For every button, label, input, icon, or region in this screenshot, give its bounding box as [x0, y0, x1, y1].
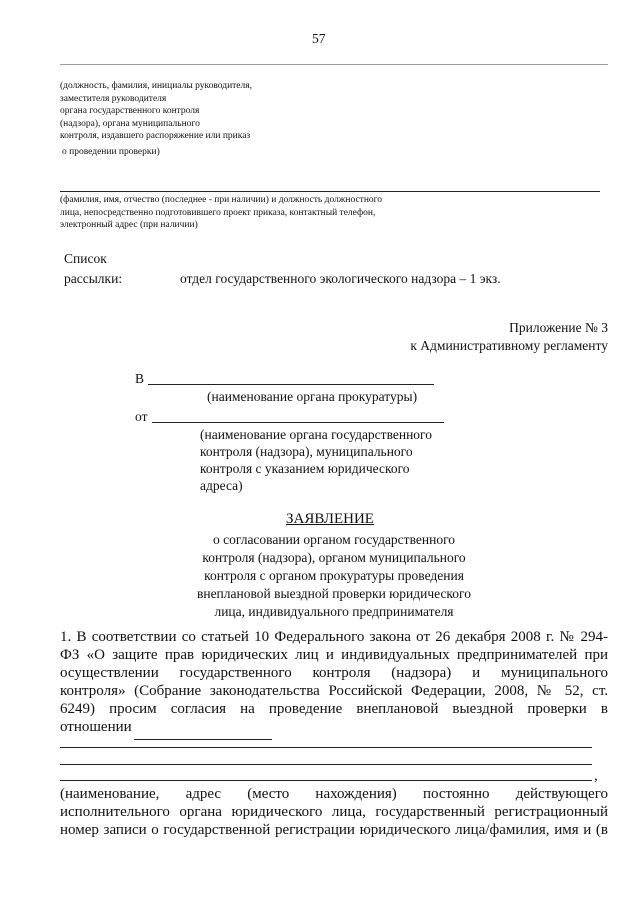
body-last-text: отношении [60, 719, 132, 735]
preparer-line: электронный адрес (при наличии) [60, 220, 198, 230]
to-caption: (наименование органа прокуратуры) [207, 389, 418, 404]
from-caption-line: адреса) [200, 478, 243, 493]
mailing-value: отдел государственного экологического надзора – 1 экз. [180, 271, 501, 286]
statement-subtitle [0, 531, 640, 621]
statement-subtitle-line: лица, индивидуального предпринимателя [214, 604, 454, 619]
preparer-line: (фамилия, имя, отчество (последнее - при наличии) и должность должностного [60, 195, 383, 205]
from-label: от [135, 409, 148, 424]
official-line: заместителя руководителя [60, 93, 167, 104]
body-line: контроля» (Собрание законодательства Российской Федерации, 2008, № 52, ст. [60, 683, 608, 699]
from-caption [200, 426, 432, 494]
body-paragraph-1 [60, 628, 608, 736]
relation-rule [134, 739, 272, 740]
page-number: 57 [312, 31, 326, 46]
preparer-caption [60, 194, 382, 232]
statement-subtitle-line: внеплановой выездной проверки юридического [196, 586, 472, 601]
statement-title: ЗАЯВЛЕНИЕ [286, 511, 374, 527]
to-rule [148, 384, 434, 385]
body-line: исполнительного органа юридического лица, государственный регистрационный [60, 804, 608, 820]
appendix-line-1: Приложение № 3 [509, 320, 608, 335]
to-label: В [135, 371, 145, 386]
preparer-rule [60, 191, 600, 192]
from-rule [152, 422, 444, 423]
preparer-line: лица, непосредственно подготовившего проект приказа, контактный телефон, [60, 207, 376, 218]
body-line: (наименование, адрес (место нахождения) постоянно действующего [60, 786, 608, 802]
body-line: осуществлении государственного контроля (надзора) и муниципального [60, 665, 608, 681]
official-line: (надзора), органа муниципального [60, 118, 200, 129]
official-line: о проведении проверки) [62, 146, 160, 157]
statement-subtitle-line: контроля (надзора), органом муниципального [202, 550, 466, 565]
body-paragraph-2 [60, 785, 608, 839]
body-line: 6249) просим согласия на проведение внеплановой выездной проверки в [60, 701, 608, 717]
mailing-label-2: рассылки: [64, 271, 123, 286]
official-line: органа государственного контроля [60, 106, 200, 116]
from-caption-line: контроля (надзора), муниципального [200, 444, 413, 459]
official-caption [60, 80, 252, 158]
body-last-line [60, 718, 608, 736]
top-rule [60, 64, 608, 65]
statement-subtitle-line: контроля с органом прокуратуры проведения [204, 568, 464, 583]
fill-rule-2 [60, 764, 592, 765]
official-line: контроля, издавшего распоряжение или приказ [60, 131, 251, 141]
body-line: 1. В соответствии со статьей 10 Федерального закона от 26 декабря 2008 г. № 294- [60, 629, 608, 645]
official-line: (должность, фамилия, инициалы руководителя, [60, 81, 253, 91]
fill-rule-1 [60, 747, 592, 748]
from-caption-line: (наименование органа государственного [200, 427, 433, 442]
statement-subtitle-line: о согласовании органом государственного [212, 532, 456, 547]
body-line: ФЗ «О защите прав юридических лиц и индивидуальных предпринимателей при [60, 647, 608, 663]
appendix-line-2: к Административному регламенту [410, 338, 608, 353]
mailing-label-1: Список [64, 251, 107, 266]
from-caption-line: контроля с указанием юридического [200, 461, 410, 476]
fill-comma: , [594, 768, 598, 784]
fill-rule-3 [60, 780, 592, 781]
body-line: номер записи о государственной регистрации юридического лица/фамилия, имя и (в [60, 822, 608, 838]
